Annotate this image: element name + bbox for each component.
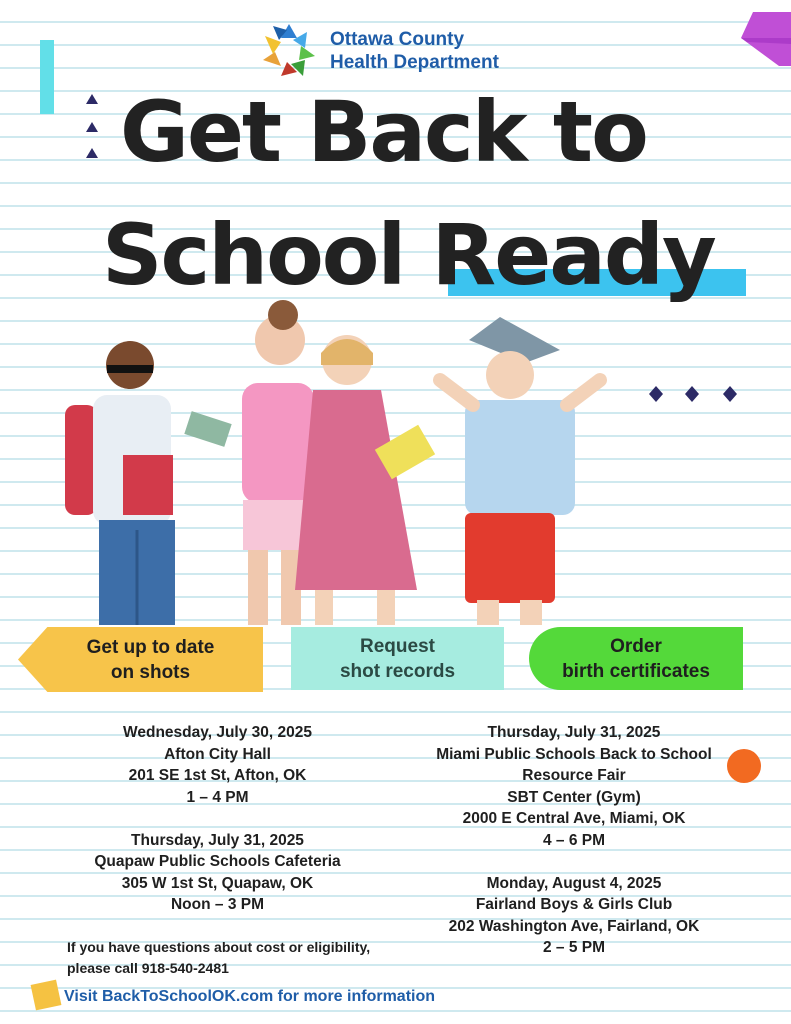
- contact-note-line1: If you have questions about cost or eligibility,: [67, 939, 371, 955]
- event-time: 2 – 5 PM: [542, 939, 606, 956]
- event-address: 2000 E Central Ave, Miami, OK: [462, 810, 686, 827]
- cyan-bar-decoration: [40, 40, 54, 114]
- triangle-decorations: [84, 92, 100, 162]
- event-venue: Quapaw Public Schools Cafeteria: [94, 853, 341, 870]
- event-venue: SBT Center (Gym): [507, 788, 641, 806]
- event-address: 305 W 1st St, Quapaw, OK: [121, 874, 314, 892]
- events-left-column: [45, 722, 390, 916]
- shots-button-line2: on shots: [110, 661, 191, 683]
- event-time: 1 – 4 PM: [186, 788, 249, 806]
- shot-records-button-label: [340, 634, 455, 684]
- event-time: Noon – 3 PM: [170, 896, 264, 913]
- event-spacer: [45, 808, 390, 830]
- event-date: Monday, August 4, 2025: [486, 874, 662, 892]
- event-time: 4 – 6 PM: [542, 831, 606, 849]
- shots-button-line1: Get up to date: [86, 636, 215, 658]
- events-right-column: [418, 722, 730, 959]
- girl-in-pink-figure: [184, 300, 314, 625]
- diamond-decorations: [646, 383, 742, 405]
- event-spacer: [418, 851, 730, 873]
- shot-records-button-line1: Request: [360, 635, 435, 657]
- birth-certificates-button[interactable]: [529, 627, 743, 690]
- shots-button[interactable]: [18, 627, 263, 692]
- event-address: 202 Washington Ave, Fairland, OK: [448, 917, 700, 935]
- boy-with-book-on-head-figure: [440, 317, 600, 625]
- website-link[interactable]: Visit BackToSchoolOK.com for more information: [64, 988, 436, 1005]
- birth-certificates-button-label: [562, 634, 710, 684]
- org-name-line2: Health Department: [330, 52, 499, 73]
- event-date: Thursday, July 31, 2025: [131, 831, 304, 849]
- event-date: Thursday, July 31, 2025: [487, 724, 661, 741]
- contact-note-line2: please call 918-540-2481: [67, 960, 229, 976]
- health-department-logo: [259, 20, 319, 80]
- event-venue: Resource Fair: [522, 767, 626, 784]
- org-name: [330, 28, 499, 74]
- sticky-note-icon: [31, 980, 62, 1011]
- title-line1: Get Back to: [120, 83, 647, 181]
- shots-button-label: [67, 635, 215, 685]
- boy-with-backpack-figure: [65, 341, 175, 625]
- girl-in-plaid-dress-figure: [295, 335, 435, 625]
- org-name-line1: Ottawa County: [330, 29, 465, 50]
- title-line2: School Ready: [102, 206, 715, 304]
- children-photo: [55, 295, 625, 625]
- birth-certificates-button-line2: birth certificates: [562, 660, 710, 682]
- orange-dot-decoration: [727, 749, 761, 783]
- event-venue: Fairland Boys & Girls Club: [475, 896, 673, 913]
- event-venue: Afton City Hall: [164, 745, 271, 763]
- shot-records-button[interactable]: [291, 627, 504, 690]
- event-venue: Miami Public Schools Back to School: [436, 745, 712, 763]
- contact-note: [67, 937, 370, 979]
- purple-gem-decoration: [739, 10, 791, 68]
- birth-certificates-button-line1: Order: [610, 635, 662, 657]
- event-address: 201 SE 1st St, Afton, OK: [128, 767, 307, 784]
- shot-records-button-line2: shot records: [339, 660, 456, 682]
- event-date: Wednesday, July 30, 2025: [123, 724, 312, 741]
